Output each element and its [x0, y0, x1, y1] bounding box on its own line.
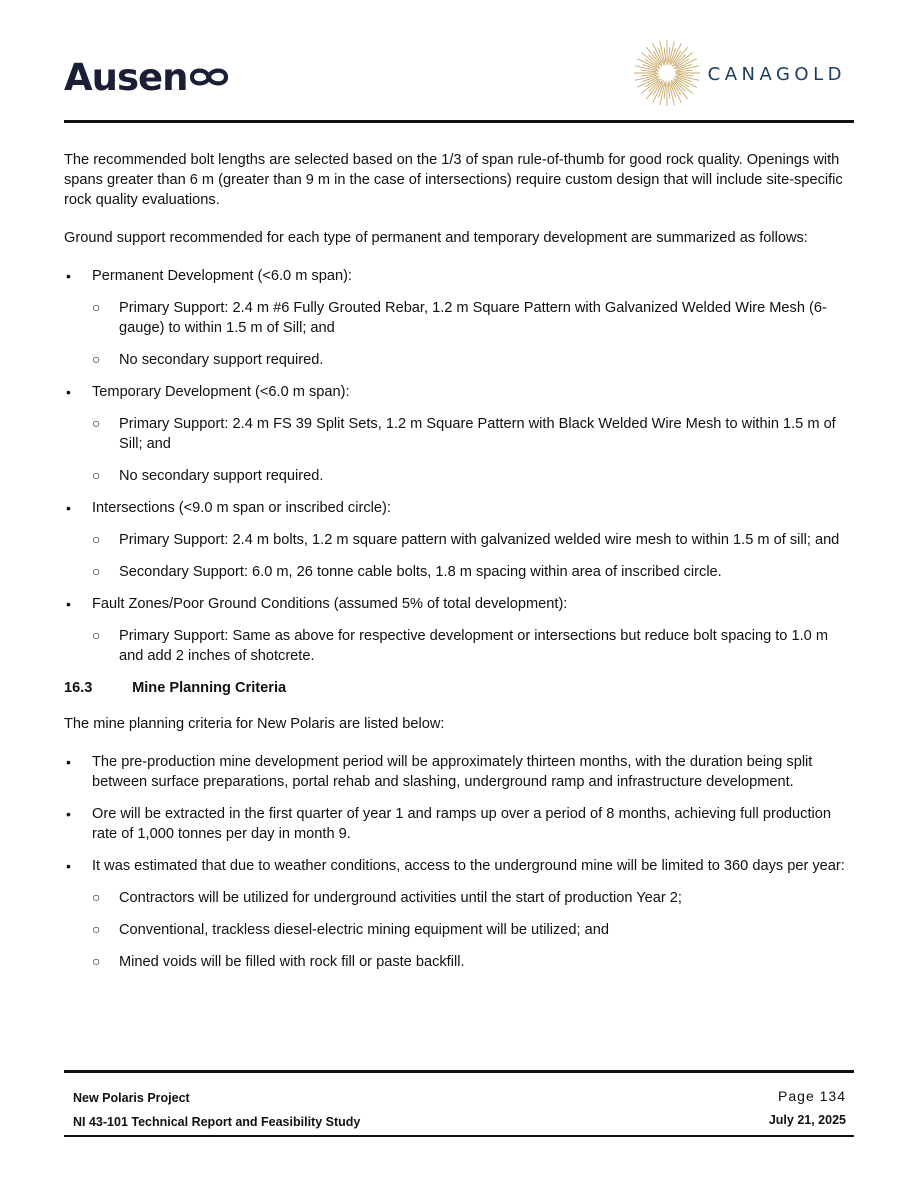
bullet-icon: •	[66, 268, 71, 284]
list-item	[64, 752, 856, 792]
sub-list-item	[64, 530, 856, 550]
sub-list-item	[64, 920, 856, 940]
list-item	[64, 594, 856, 614]
footer-left	[73, 1086, 360, 1134]
bullet-icon: •	[66, 384, 71, 400]
list-item	[64, 266, 856, 286]
hollow-bullet-icon: ○	[92, 415, 101, 431]
sub-list-item-text: Primary Support: Same as above for respective development or intersections but reduce bolt spacing to 1.0 m and add 2 inches of shotcrete.	[119, 628, 828, 664]
list-item-text: Intersections (<9.0 m span or inscribed circle):	[92, 500, 391, 516]
sub-list-item	[64, 350, 856, 370]
list-item	[64, 804, 856, 844]
hollow-bullet-icon: ○	[92, 531, 101, 547]
sub-list-item-text: Primary Support: 2.4 m #6 Fully Grouted Rebar, 1.2 m Square Pattern with Galvanized Welded Wire Mesh (6-gauge) to within 1.5 m of Sill; and	[119, 300, 827, 336]
sub-list-item	[64, 414, 856, 454]
sub-list-item	[64, 562, 856, 582]
sunburst-ray	[641, 74, 659, 76]
bullet-icon: •	[66, 806, 71, 822]
header-divider	[64, 120, 854, 123]
sub-list-item	[64, 298, 856, 338]
sub-list-item-text: Secondary Support: 6.0 m, 26 tonne cable bolts, 1.8 m spacing within area of inscribed circle.	[119, 564, 722, 580]
footer-right	[769, 1084, 846, 1132]
hollow-bullet-icon: ○	[92, 627, 101, 643]
section-title: Mine Planning Criteria	[132, 680, 287, 696]
bullet-icon: •	[66, 858, 71, 874]
canagold-logo-text: CANAGOLD	[707, 63, 846, 85]
sub-list-item-text: Primary Support: 2.4 m bolts, 1.2 m square pattern with galvanized welded wire mesh to within 1.5 m of sill; and	[119, 532, 840, 548]
page-header	[64, 30, 854, 124]
hollow-bullet-icon: ○	[92, 921, 101, 937]
sub-list-item-text: Primary Support: 2.4 m FS 39 Split Sets, 1.2 m Square Pattern with Black Welded Wire Mesh to within 1.5 m of Sill; and	[119, 416, 836, 452]
bullet-icon: •	[66, 596, 71, 612]
sub-list-item-text: No secondary support required.	[119, 468, 324, 484]
ausenco-loop-icon	[188, 63, 230, 91]
ground-support-intro: Ground support recommended for each type of permanent and temporary development are summarized as follows:	[64, 230, 808, 246]
sub-list-item	[64, 626, 856, 666]
bullet-icon: •	[66, 754, 71, 770]
sub-list-item	[64, 466, 856, 486]
list-item	[64, 498, 856, 518]
hollow-bullet-icon: ○	[92, 563, 101, 579]
sub-list-item	[64, 952, 856, 972]
ausenco-logo-text: Ausen	[64, 55, 188, 99]
list-item-text: It was estimated that due to weather conditions, access to the underground mine will be limited to 360 days per year:	[92, 858, 845, 874]
list-item-text: The pre-production mine development period will be approximately thirteen months, with the duration being split between surface preparations, portal rehab and slashing, underground ramp and infrastructure development.	[92, 754, 813, 790]
page-number: Page 134	[778, 1088, 846, 1104]
sub-list-item-text: Mined voids will be filled with rock fill or paste backfill.	[119, 954, 465, 970]
sub-list-item-text: No secondary support required.	[119, 352, 324, 368]
hollow-bullet-icon: ○	[92, 953, 101, 969]
bullet-icon: •	[66, 500, 71, 516]
list-item-text: Fault Zones/Poor Ground Conditions (assumed 5% of total development):	[92, 596, 568, 612]
list-item-text: Permanent Development (<6.0 m span):	[92, 268, 352, 284]
footer-divider-bottom	[64, 1135, 854, 1137]
list-item-text: Ore will be extracted in the first quarter of year 1 and ramps up over a period of 8 months, achieving full production rate of 1,000 tonnes per day in month 9.	[92, 806, 831, 842]
list-item	[64, 856, 856, 876]
hollow-bullet-icon: ○	[92, 299, 101, 315]
document-body	[64, 150, 856, 984]
section-number: 16.3	[64, 680, 93, 696]
ausenco-logo	[64, 54, 230, 100]
footer-divider-top	[64, 1070, 854, 1073]
section-heading	[64, 678, 856, 698]
canagold-logo	[632, 38, 846, 108]
hollow-bullet-icon: ○	[92, 889, 101, 905]
hollow-bullet-icon: ○	[92, 467, 101, 483]
sub-list-item-text: Conventional, trackless diesel-electric mining equipment will be utilized; and	[119, 922, 609, 938]
criteria-intro: The mine planning criteria for New Polaris are listed below:	[64, 716, 445, 732]
sunburst-icon	[632, 38, 702, 108]
hollow-bullet-icon: ○	[92, 351, 101, 367]
footer-report-title: NI 43-101 Technical Report and Feasibility Study	[73, 1115, 361, 1129]
sub-list-item-text: Contractors will be utilized for underground activities until the start of production Year 2;	[119, 890, 682, 906]
intro-paragraph: The recommended bolt lengths are selected based on the 1/3 of span rule-of-thumb for good rock quality. Openings with spans greater than 6 m (greater than 9 m in the case of intersections) require custom design that will include site-specific rock quality evaluations.	[64, 152, 843, 208]
mine-criteria-list	[64, 752, 856, 972]
footer-project: New Polaris Project	[73, 1091, 190, 1105]
list-item-text: Temporary Development (<6.0 m span):	[92, 384, 350, 400]
sub-list-item	[64, 888, 856, 908]
list-item	[64, 382, 856, 402]
report-date: July 21, 2025	[768, 1113, 846, 1127]
ground-support-list	[64, 266, 856, 666]
